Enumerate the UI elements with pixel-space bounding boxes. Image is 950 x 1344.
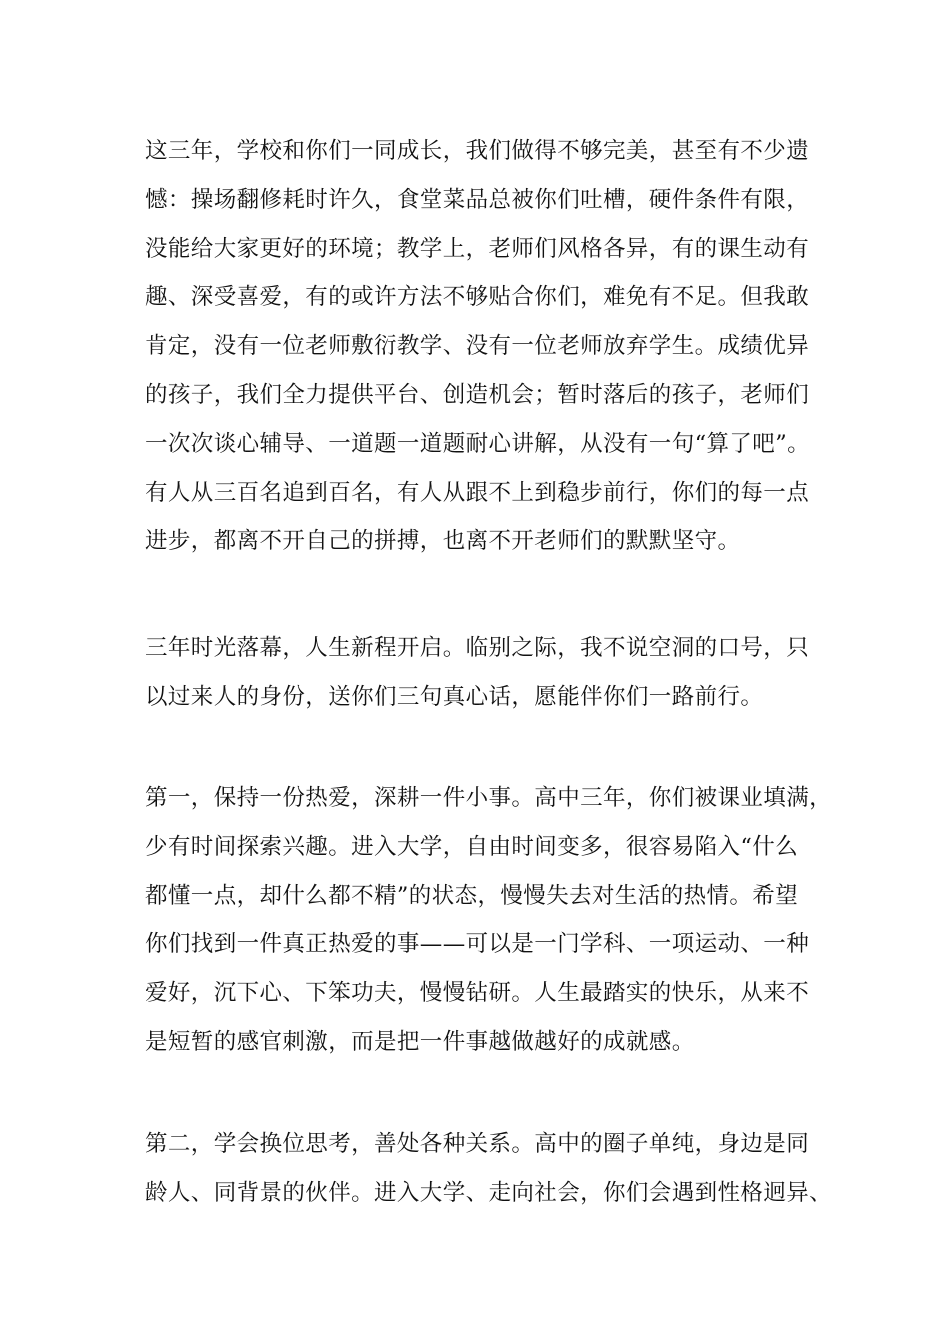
text-line: 的孩子，我们全力提供平台、创造机会；暂时落后的孩子，老师们 — [145, 381, 810, 408]
text-line: 第二，学会换位思考，善处各种关系。高中的圈子单纯，身边是同 — [145, 1131, 810, 1157]
paragraph-advice-first — [145, 774, 832, 1067]
text-line: 以过来人的身份，送你们三句真心话，愿能伴你们一路前行。 — [145, 683, 764, 710]
text-line: 有人从三百名追到百名，有人从跟不上到稳步前行，你们的每一点 — [145, 479, 810, 506]
text-line: 肯定，没有一位老师敷衍教学、没有一位老师放弃学生。成绩优异 — [145, 333, 810, 360]
text-line: 这三年，学校和你们一同成长，我们做得不够完美，甚至有不少遗 — [145, 138, 810, 164]
text-line: 你们找到一件真正热爱的事——可以是一门学科、一项运动、一种 — [145, 931, 810, 958]
text-line: 龄人、同背景的伙伴。进入大学、走向社会，你们会遇到性格迥异、 — [145, 1179, 833, 1206]
text-line: 爱好，沉下心、下笨功夫，慢慢钻研。人生最踏实的快乐，从来不 — [145, 980, 810, 1007]
text-line: 憾：操场翻修耗时许久，食堂菜品总被你们吐槽，硬件条件有限， — [145, 186, 810, 213]
paragraph-advice-second — [145, 1120, 832, 1218]
text-line: 都懂一点，却什么都不精”的状态，慢慢失去对生活的热情。希望 — [145, 882, 799, 909]
text-line: 进步，都离不开自己的拼搏，也离不开老师们的默默坚守。 — [145, 528, 741, 555]
text-line: 没能给大家更好的环境；教学上，老师们风格各异，有的课生动有 — [145, 235, 810, 262]
text-line: 少有时间探索兴趣。进入大学，自由时间变多，很容易陷入“什么 — [145, 833, 799, 860]
paragraph-reflection — [145, 127, 810, 566]
text-line: 三年时光落幕，人生新程开启。临别之际，我不说空洞的口号，只 — [145, 635, 810, 661]
text-line: 趣、深受喜爱，有的或许方法不够贴合你们，难免有不足。但我敢 — [145, 284, 810, 311]
paragraph-farewell — [145, 624, 809, 722]
text-line: 一次次谈心辅导、一道题一道题耐心讲解，从没有一句“算了吧”。 — [145, 430, 811, 457]
text-line: 是短暂的感官刺激，而是把一件事越做越好的成就感。 — [145, 1028, 695, 1055]
text-line: 第一，保持一份热爱，深耕一件小事。高中三年，你们被课业填满， — [145, 785, 833, 811]
